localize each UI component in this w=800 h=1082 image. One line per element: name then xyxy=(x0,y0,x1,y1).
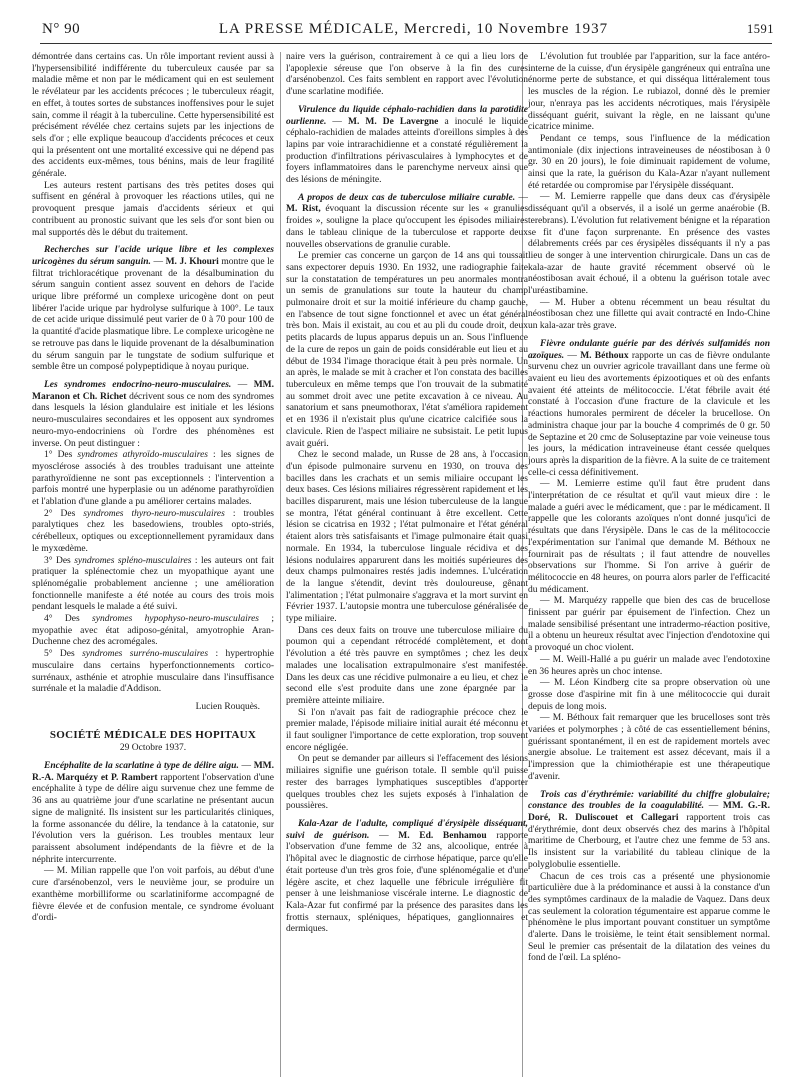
abstract-text: a inoculé le liquide céphalo-rachidien de malades atteints d'oreillons simples à des lapins par voie intrarachidienne et a constaté régulièrement la production d'infiltrations périvasculaires à lymphocytes et de foyers inflammatoires dans le parenchyme nerveux ainsi que des lésions de méningite. xyxy=(286,116,528,186)
list-item: 5° Des syndromes surréno-musculaires : hypertrophie musculaire dans certains hyperfonctionnements cortico-surrénaux, asthénie et atrophie musculaire dans l'insuffisance surrénale et la maladie d'Addison. xyxy=(32,649,274,695)
paragraph: démontrée dans certains cas. Un rôle important revient aussi à l'hypersensibilité indifférente du tuberculeux causée par sa maladie même et non par le médicament qui en est seulement le révélateur par les accidents précoces ; le tuberculeux réagit, en effet, à toutes sortes de substances inoffensives pour le sujet sain, comme il réagit à la tuberculine. Cette hypersensibilité est précisément révélée chez certains sujets par les injections de sels d'or ; elle explique beaucoup d'accidents précoces et ceux qui la présentent ont une mortalité excessive qui ne dépend pas des accidents eux-mêmes, tous bénins, mais de leur fragilité générale. xyxy=(32,52,274,180)
page-header xyxy=(42,21,774,43)
column-3 xyxy=(528,52,770,1077)
abstract-bethoux: Fièvre ondulante guérie par des dérivés sulfamidés non azoïques. — M. Béthoux rapporte un cas de fièvre ondulante survenu chez un ouvrier agricole travaillant dans une ferme où avaient eu lieu des avortements épizootiques et où des enfants avaient été atteints de mélitococcie. L'état fébrile avait été constaté à l'occasion d'une fracture de la clavicule et les réactions humorales permirent de déceler la brucellose. On administra chaque jour par la bouche 4 comprimés de 0 gr. 50 de Septazine et 20 cmc de Soluseptazine par voie veineuse tous les jours, la médication intraveineuse étant cessée quelques jours après la disparition de la fièvre. A la suite de ce traitement celle-ci cessa définitivement. xyxy=(528,338,770,478)
paragraph: — M. Lemierre rappelle que dans deux cas d'érysipèle disséquant qu'il a observés, il a isolé un germe anaérobie (B. terebrans). L'évolution fut relativement bénigne et la réparation se fit d'une façon surprenante. En présence des vastes délabrements créés par ces érysipèles disséquants il n'y a pas lieu de songer à une intervention chirurgicale. Dans un cas de kala-azar de haute gravité récemment observé où le néostibosan avait échoué, il a obtenu la guérison totale avec l'uréastibamine. xyxy=(528,192,770,297)
issue-number: N° 90 xyxy=(42,21,81,37)
column-2 xyxy=(286,52,528,1077)
paragraph: — M. Léon Kindberg cite sa propre observation où une grosse dose d'aspirine mit fin à une mélitococcie qui durait depuis de long mois. xyxy=(528,678,770,712)
abstract-maranon: Les syndromes endocrino-neuro-musculaires. — MM. Maranon et Ch. Richet décrivent sous ce nom des syndromes dans lesquels la lésion glandulaire est initiale et les lésions neuro-musculaires secondaires et les opposent aux syndromes neuro-myo-endocriniens où l'ordre des phénomènes est inverse. On peut distinguer : xyxy=(32,379,274,449)
list-text: : troubles paralytiques chez les basedowiens, troubles opto-striés, cérébelleux, optiques ou exceptionnellement pyramidaux dans le myxœdème. xyxy=(32,508,274,554)
abstract-title: Kala-Azar de l'adulte, compliqué d'érysipèle disséquant, suivi de guérison. xyxy=(286,819,528,841)
header-rule xyxy=(40,43,772,44)
abstract-title: Encéphalite de la scarlatine à type de délire aigu. xyxy=(44,761,239,772)
abstract-marquezy: Encéphalite de la scarlatine à type de délire aigu. — MM. R.-A. Marquézy et P. Rambert rapportent l'observation d'une encéphalite à type de délire aigu survenue chez une femme de 36 ans au quatrième jour d'une scarlatine ne présentant aucun signe de malignité. Ils insistent sur les particularités cliniques, la forme assonancée du délire, la tendance à la catatonie, sur l'évolution vers la guérison. Les troubles mentaux leur paraissent absolument indépendants de la fièvre et de la néphrite intercurrente. xyxy=(32,761,274,865)
abstract-author: M. M. De Lavergne xyxy=(347,116,439,127)
list-item: 2° Des syndromes thyro-neuro-musculaires : troubles paralytiques chez les basedowiens, troubles opto-striés, cérébelleux, optiques ou exceptionnellement pyramidaux dans le myxœdème. xyxy=(32,508,274,554)
abstract-author: M. Béthoux xyxy=(580,350,629,361)
list-item: 4° Des syndromes hypophyso-neuro-musculaires ; myopathie avec état adiposo-génital, amyotrophie Aran-Duchenne chez des acromégales. xyxy=(32,614,274,648)
list-label: syndromes athyroïdo-musculaires xyxy=(77,450,208,461)
paragraph: L'évolution fut troublée par l'apparition, sur la face antéro-interne de la cuisse, d'un érysipèle gangréneux qui entraîna une énorme perte de substance, et qui disséqua littéralement tous les muscles de la région. Le rubiazol, donné dès le premier jour, n'enraya pas les accidents nécrotiques, mais l'érysipèle disséquant guérit, suivant la règle, en ne laissant qu'une cicatrice minime. xyxy=(528,52,770,133)
paragraph: Chacun de ces trois cas a présenté une physionomie particulière due à la prédominance et aussi à la constance d'un des symptômes cardinaux de la maladie de Vaquez. Dans deux cas seulement la coloration tégumentaire est apparue comme le phénomène le plus important pouvant constituer un symptôme d'alerte. Dans le troisième, le teint était sensiblement normal. Seul le premier cas présentait de la dilatation des veines du fond de l'œil. La spléno- xyxy=(528,871,770,964)
column-divider-1 xyxy=(280,52,281,1077)
paragraph: On peut se demander par ailleurs si l'effacement des lésions miliaires signifie une guérison totale. Il semble qu'il puisse rester des barrages lymphatiques susceptibles d'apporter quelques troubles chez les sujets exposés à l'inhalation de poussières. xyxy=(286,754,528,812)
author-signature: Lucien Rouquès. xyxy=(195,701,260,712)
list-text: : les signes de myosclérose associés à des troubles traduisant une atteinte parathyroïdienne ne sont pas exceptionnels : l'intervention a parfois montré une hyperplasie ou un adénome parathyroïdien et l'ablation d'une glande a pu améliorer certains malades. xyxy=(32,450,274,508)
abstract-text: décrivent sous ce nom des syndromes dans lesquels la lésion glandulaire est initiale et les lésions neuro-musculaires secondaires et les opposent aux syndromes neuro-myo-endocriniens où l'ordre des phénomènes est inverse. On peut distinguer : xyxy=(32,391,274,449)
paragraph: Le premier cas concerne un garçon de 14 ans qui toussait sans expectorer depuis 1930. En 1932, une radiographie faite sur la constatation de températures un peu anormales montra un semis de granulations sur toute la hauteur du champ pulmonaire droit et sur la moitié inférieure du champ gauche, en l'absence de tout signe fonctionnel et avec un état général très bon. Mais il existait, au cou et au pli du coude droit, deux petits placards de lupus apparus depuis un an. Sous l'influence de la cure de repos un gain de poids considérable eut lieu et au début de 1934 l'image thoracique était à peu près normale. Un an après, le malade se mit à cracher et l'on constata des bacilles tuberculeux en même temps que l'on trouvait de la submatité au sommet droit avec une petite excavation à ce niveau. Au sanatorium et sans pneumothorax, l'état s'améliora rapidement et en 1936 il n'existait plus qu'une cicatrice calcifiée sous la clavicule. Rien de l'aspect miliaire ne subsistait. Le petit lupus avait guéri. xyxy=(286,251,528,449)
journal-title: LA PRESSE MÉDICALE, Mercredi, 10 Novembre 1937 xyxy=(218,21,609,37)
list-item: 1° Des syndromes athyroïdo-musculaires : les signes de myosclérose associés à des troubles traduisant une atteinte parathyroïdienne ne sont pas exceptionnels : l'intervention a parfois montré une hyperplasie ou un adénome parathyroïdien et l'ablation d'une glande a pu améliorer certains malades. xyxy=(32,450,274,508)
list-text: ; myopathie avec état adiposo-génital, amyotrophie Aran-Duchenne chez des acromégales. xyxy=(32,614,274,648)
abstract-title: Trois cas d'érythrémie: variabilité du chiffre globulaire; constance des troubles de la coagulabilité. xyxy=(528,789,770,812)
abstract-author: M. J. Khouri xyxy=(165,256,219,267)
page-number: 1591 xyxy=(746,22,774,36)
paragraph: — M. Béthoux fait remarquer que les brucelloses sont très variées et polymorphes ; à côté de cas essentiellement bénins, guérissant spontanément, il en est de rapidement mortels avec anergie absolue. Le traitement est assez décevant, mais il a l'impression que la chimiothérapie est une thérapeutique d'avenir. xyxy=(528,713,770,782)
paragraph: Les auteurs restent partisans des très petites doses qui suffisent en général à provoquer les réactions utiles, qui ne provoquent presque jamais d'accidents sérieux et qui contribuent au pronostic suivant que les sels d'or sont bien ou mal supportés dès le début du traitement. xyxy=(32,180,274,238)
abstract-title: Virulence du liquide céphalo-rachidien dans la parotidite ourlienne. xyxy=(286,104,528,127)
abstract-dore: Trois cas d'érythrémie: variabilité du chiffre globulaire; constance des troubles de la coagulabilité. — MM. G.-R. Doré, R. Duliscouet et Callegari rapportent trois cas d'érythrémie, dont deux observés chez des marins à l'hôpital maritime de Cherbourg, et l'autre chez une femme de 53 ans. Ils insistent sur la variabilité du tableau clinique de la polyglobulie essentielle. xyxy=(528,789,770,870)
list-label: syndromes thyro-neuro-musculaires xyxy=(83,508,225,519)
paragraph: Dans ces deux faits on trouve une tuberculose miliaire du poumon qui a cependant rétrocédé complètement, et dont l'évolution a été très pauvre en symptômes ; chez les deux malades une localisation extrapulmonaire s'est manifestée. Dans les deux cas une récidive pulmonaire a eu lieu, et chez le second elle s'est produite dans une zone épargnée par la première atteinte miliaire. xyxy=(286,625,528,706)
paragraph: naire vers la guérison, contrairement à ce qui a lieu lors de l'apoplexie séreuse que l'on observe à la fin des cures d'arsénobenzol. Ces faits semblent en rapport avec l'évolution d'une scarlatine modifiée. xyxy=(286,52,528,98)
list-text: : les auteurs ont fait pratiquer la splénectomie chez un myopathique ayant une splénomégalie probablement ancienne ; une amélioration fonctionnelle manifeste a été notée au cours des trois mois pendant lesquels le malade a été suivi. xyxy=(32,555,274,613)
abstract-khouri: Recherches sur l'acide urique libre et les complexes uricogènes du sérum sanguin. — M. J. Khouri montre que le filtrat trichloracétique provenant de la désalbumination du sérum sanguin contient assez souvent en dehors de l'acide urique libre préformé un complexe uricogène dont on peut libérer l'acide urique par hydrolyse sulfurique à 100°. Le taux de cet acide urique dissimulé peut varier de 0 à 70 pour 100 de la quantité d'acide plasmatique libre. Le complexe uricogène ne se retrouve pas dans le liquide provenant de la désalbumination du sérum sanguin par le tungstate de sodium sulfurique et semble être un composé polypeptidique à noyau purique. xyxy=(32,245,274,373)
abstract-author: MM. R.-A. Marquézy et P. Rambert xyxy=(32,761,274,783)
paragraph: — M. Marquézy rappelle que bien des cas de brucellose finissent par guérir par épuisement de l'infection. Chez un malade sensibilisé présentant une intradermo-réaction positive, il a obtenu un heureux résultat avec l'injection d'endotoxine qui a provoqué un choc violent. xyxy=(528,596,770,654)
abstract-title: A propos de deux cas de tuberculose miliaire curable. xyxy=(298,192,516,203)
paragraph: — M. Lemierre estime qu'il faut être prudent dans l'interprétation de ce résultat et qu'il vaut mieux dire : le malade a guéri avec le médicament, que : par le médicament. Il rappelle que les colorants azoïques n'ont donné jusqu'ici de résultats que dans l'érysipèle. Dans le cas de la mélitococcie l'expérimentation sur l'animal que demande M. Béthoux ne fournirait pas de résultats ; il faut attendre de nouvelles observations sur l'homme. Si l'on arrive à guérir de mélitococcie en 48 heures, on pourra alors parler de l'efficacité du médicament. xyxy=(528,479,770,595)
list-label: syndromes hypophyso-neuro-musculaires xyxy=(92,614,259,625)
abstract-text: évoquant la discussion récente sur les « granulies froides », souligne la place qu'occupent les épisodes miliaires dans le tableau clinique de la tuberculose et rapporte deux nouvelles observations de granulie curable. xyxy=(286,204,528,250)
column-1 xyxy=(32,52,274,1077)
abstract-text: rapportent trois cas d'érythrémie, dont deux observés chez des marins à l'hôpital maritime de Cherbourg, et l'autre chez une femme de 53 ans. Ils insistent sur la variabilité du tableau clinique de la polyglobulie essentielle. xyxy=(528,813,770,870)
abstract-author: MM. G.-R. Doré, R. Duliscouet et Callegari xyxy=(528,801,770,823)
abstract-author: M. Ed. Benhamou xyxy=(398,830,487,841)
list-text: : hypertrophie musculaire dans certains hyperfonctionnements cortico-surrénaux, asthénie et atrophie musculaire dans l'insuffisance surrénale et la maladie d'Addison. xyxy=(32,649,274,695)
paragraph: Si l'on n'avait pas fait de radiographie précoce chez le premier malade, l'épisode miliaire initial aurait été méconnu et il faut souligner l'importance de cette exploration, trop souvent encore négligée. xyxy=(286,707,528,753)
paragraph: Pendant ce temps, sous l'influence de la médication antimoniale (dix injections intraveineuses de néostibosan à 0 gr. 30 en 20 jours), le foie diminuait rapidement de volume, ainsi que la rate, la guérison du Kala-Azar n'ayant nullement été retardée ou compromise par l'érysipèle disséquant. xyxy=(528,133,770,191)
abstract-title: Les syndromes endocrino-neuro-musculaires. xyxy=(44,379,232,390)
list-label: syndromes spléno-musculaires xyxy=(74,555,192,566)
abstract-text: rapporte un cas de fièvre ondulante survenu chez un ouvrier agricole travaillant dans une ferme où avaient eu lieu des avortements épizootiques et où des enfants avaient été atteints de mélitococcie. L'état fébrile avait été constaté à l'occasion d'une fracture de la clavicule et les réactions humorales permirent de déceler la brucellose. On administra chaque jour par la bouche 4 comprimés de 0 gr. 50 de Septazine et 20 cmc de Soluseptazine par voie veineuse tous les jours, la médication intraveineuse étant cessée quelques jours après la disparition de la fièvre. A la suite de ce traitement celle-ci cessa définitivement. xyxy=(528,350,770,478)
abstract-title: Recherches sur l'acide urique libre et les complexes uricogènes du sérum sanguin. xyxy=(32,245,274,267)
abstract-rist: A propos de deux cas de tuberculose miliaire curable. — M. Rist, évoquant la discussion récente sur les « granulies froides », souligne la place qu'occupent les épisodes miliaires dans le tableau clinique de la tuberculose et rapporte deux nouvelles observations de granulie curable. xyxy=(286,192,528,250)
paragraph: — M. Huber a obtenu récemment un beau résultat du néostibosan chez une fillette qui avait contracté en Indo-Chine un kala-azar très grave. xyxy=(528,297,770,332)
abstract-author: MM. Maranon et Ch. Richet xyxy=(32,379,274,402)
abstract-title: Fièvre ondulante guérie par des dérivés sulfamidés non azoïques. xyxy=(528,338,770,361)
abstract-lavergne: Virulence du liquide céphalo-rachidien dans la parotidite ourlienne. — M. M. De Lavergne a inoculé le liquide céphalo-rachidien de malades atteints d'oreillons simples à des lapins par voie intrarachidienne et a constaté régulièrement la production d'infiltrations périvasculaires à lymphocytes et de foyers inflammatoires dans le parenchyme nerveux ainsi que des lésions de méningite. xyxy=(286,104,528,186)
abstract-text: rapporte l'observation d'une femme de 32 ans, alcoolique, entrée à l'hôpital avec le diagnostic de cirrhose hépatique, parce qu'elle était porteuse d'un très gros foie, d'une splénomégalie et d'une légère ascite, et chez laquelle une fébricule irrégulière fit penser à une leishmaniose viscérale interne. Le diagnostic de Kala-Azar fut confirmé par la présence des parasites dans les frottis sternaux, spléniques, hépatiques, ganglionnaires et dermiques. xyxy=(286,830,528,935)
list-label: syndromes surréno-musculaires xyxy=(82,649,209,660)
abstract-text: montre que le filtrat trichloracétique provenant de la désalbumination du sérum sanguin contient assez souvent en dehors de l'acide urique libre préformé un complexe uricogène dont on peut libérer l'acide urique par hydrolyse sulfurique à 100°. Le taux de cet acide urique dissimulé peut varier de 0 à 70 pour 100 de la quantité d'acide plasmatique libre. Le complexe uricogène ne se retrouve pas dans le liquide provenant de la désalbumination du sérum sanguin par le tungstate de sodium sulfurique et semble être un composé polypeptidique à noyau purique. xyxy=(32,256,274,373)
paragraph: — M. Weill-Hallé a pu guérir un malade avec l'endotoxine en 36 heures après un choc intense. xyxy=(528,654,770,677)
paragraph: — M. Milian rappelle que l'on voit parfois, au début d'une cure d'arsénobenzol, vers le neuvième jour, se produire un exanthème morbilliforme ou scarlatiniforme accompagné de fièvre élevée et de confusion mentale, ce syndrome évoluant d'ordi- xyxy=(32,866,274,924)
abstract-text: rapportent l'observation d'une encéphalite à type de délire aigu survenue chez une femme de 36 ans au quatrième jour d'une scarlatine ne présentant aucun signe de malignité. Ils insistent sur les particularités cliniques, la forme assonancée du délire, la tendance à la catatonie, sur l'évolution vers la guérison. Les troubles mentaux leur paraissent absolument indépendants de la fièvre et de la néphrite intercurrente. xyxy=(32,772,274,865)
list-item: 3° Des syndromes spléno-musculaires : les auteurs ont fait pratiquer la splénectomie chez un myopathique ayant une splénomégalie probablement ancienne ; une amélioration fonctionnelle manifeste a été notée au cours des trois mois pendant lesquels le malade a été suivi. xyxy=(32,555,274,613)
abstract-author: M. Rist, xyxy=(286,204,321,215)
section-date: 29 Octobre 1937. xyxy=(119,743,187,754)
abstract-benhamou: Kala-Azar de l'adulte, compliqué d'érysipèle disséquant, suivi de guérison. — M. Ed. Benhamou rapporte l'observation d'une femme de 32 ans, alcoolique, entrée à l'hôpital avec le diagnostic de cirrhose hépatique, parce qu'elle était porteuse d'un très gros foie, d'une splénomégalie et d'une légère ascite, et chez laquelle une fébricule irrégulière fit penser à une leishmaniose viscérale interne. Le diagnostic de Kala-Azar fut confirmé par la présence des parasites dans les frottis sternaux, spléniques, hépatiques, ganglionnaires et dermiques. xyxy=(286,819,528,935)
section-heading: SOCIÉTÉ MÉDICALE DES HOPITAUX xyxy=(49,728,257,741)
paragraph: Chez le second malade, un Russe de 28 ans, à l'occasion d'un épisode pulmonaire survenu en 1930, on trouva des bacilles dans les crachats et un semis miliaire occupant les deux bases. Ces lésions miliaires régressèrent rapidement et les bacilles disparurent, mais une lésion tuberculeuse de la langue se montra, l'état général continuant à être excellent. Cette lésion se cicatrisa en 1932 ; l'état pulmonaire et l'état général étaient alors très satisfaisants et l'image pulmonaire était quasi normale. En 1934, la tuberculose linguale récidiva et des lésions nodulaires apparurent dans les moitiés supérieures des deux champs pulmonaires restés jadis indemnes. L'ulcération de la langue s'étendit, devint très douloureuse, gênant l'alimentation ; l'état pulmonaire s'aggrava et la mort survint en Février 1937. L'autopsie montra une tuberculose généralisée de type miliaire. xyxy=(286,450,528,625)
